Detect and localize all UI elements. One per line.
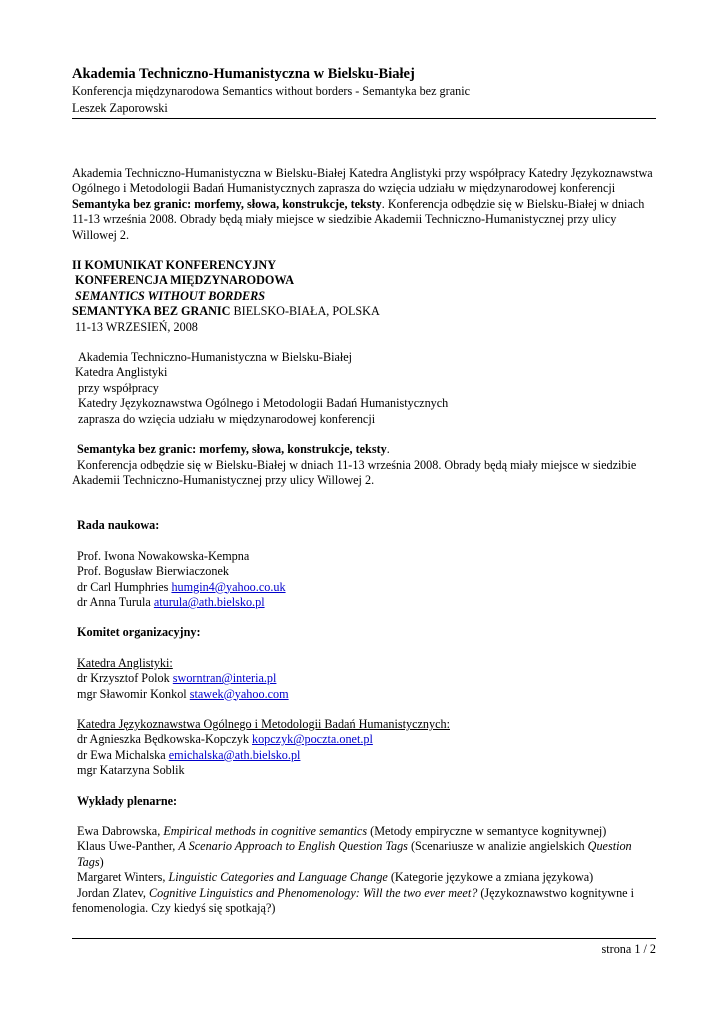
email-link[interactable]: sworntran@interia.pl [172,671,277,686]
committee-member: mgr Katarzyna Soblik [77,763,185,778]
council-heading: Rada naukowa: [77,518,160,533]
header-title: Akademia Techniczno-Humanistyczna w Bielsku-Białej [72,66,415,82]
committee-member-name: dr Ewa Michalska [77,747,169,762]
lecturer-name: Jordan Zlatev, [77,885,149,900]
lecture-title: Linguistic Categories and Language Change [168,870,388,885]
committee-member [77,687,656,702]
announcement-line-1: II KOMUNIKAT KONFERENCYJNY [72,258,277,273]
committee-dept-1: Katedra Anglistyki: [77,655,173,670]
plenary-lecture-2 [72,839,656,870]
lecture-translation: (Kategorie językowe a zmiana językowa) [387,870,594,885]
email-link[interactable]: humgin4@yahoo.co.uk [171,579,286,594]
committee-member [77,732,656,747]
council-member-4 [77,595,656,610]
email-link[interactable]: kopczyk@poczta.onet.pl [251,732,373,747]
conference-title-dot: . [386,442,390,457]
organizers-line-1: Akademia Techniczno-Humanistyczna w Bielsku-Białej [78,350,353,365]
lecture-title: Empirical methods in cognitive semantics [163,824,368,838]
plenary-block [72,794,656,917]
organizers-line-3: przy współpracy [78,380,159,395]
committee-block [72,625,656,778]
plenary-heading: Wykłady plenarne: [77,793,178,808]
header-subtitle: Konferencja międzynarodowa Semantics without borders - Semantyka bez granic [72,84,470,98]
announcement-line-3: SEMANTICS WITHOUT BORDERS [75,288,266,303]
intro-paragraph [72,166,656,243]
conference-title: Semantyka bez granic: morfemy, słowa, konstrukcje, teksty [77,442,387,457]
document-body [72,166,656,916]
lecture-translation: (Językoznawstwo kognitywne i fenomenologia. Czy kiedyś się spotkają?) [72,885,635,916]
page-number: strona 1 / 2 [601,942,656,956]
footer-rule [72,938,656,939]
conference-line-3: Akademii Techniczno-Humanistycznej przy ulicy Willowej 2. [72,472,375,487]
plenary-lecture-4 [72,886,656,917]
council-member-3 [77,580,656,595]
announcement-line-4-bold: SEMANTYKA BEZ GRANIC [72,304,231,319]
conference-block [72,442,656,488]
header-rule [72,118,656,119]
header-author: Leszek Zaporowski [72,101,168,115]
council-block [72,518,656,610]
plenary-lecture-1 [72,824,656,839]
lecture-translation: (Metody empiryczne w semantyce kognitywnej) [367,824,607,838]
organizers-line-5: zaprasza do wzięcia udziału w międzynarodowej konferencji [78,411,376,426]
council-member-4-name: dr Anna Turula [77,594,154,609]
lecturer-name: Margaret Winters, [77,870,169,885]
committee-heading: Komitet organizacyjny: [77,625,201,640]
lecture-translation-end: ) [99,854,104,869]
organizers-line-2: Katedra Anglistyki [75,365,168,380]
announcement-line-5: 11-13 WRZESIEŃ, 2008 [75,319,198,334]
organizers-line-4: Katedry Językoznawstwa Ogólnego i Metodologii Badań Humanistycznych [78,396,449,411]
lecturer-name: Ewa Dabrowska, [77,824,164,838]
council-member-2: Prof. Bogusław Bierwiaczonek [77,564,229,579]
email-link[interactable]: stawek@yahoo.com [189,686,289,701]
lecture-translation: (Scenariusze w analizie angielskich [407,839,588,854]
lecture-translation-italic: Question Tags [77,839,632,869]
email-link[interactable]: aturula@ath.bielsko.pl [153,594,265,609]
organizers-block [72,350,656,427]
committee-member [77,748,656,763]
announcement-block [72,258,656,335]
intro-conference-title: Semantyka bez granic: morfemy, słowa, konstrukcje, teksty [72,196,382,211]
committee-member-name: dr Agnieszka Będkowska-Kopczyk [77,732,252,747]
announcement-line-4-rest: BIELSKO-BIAŁA, POLSKA [230,304,380,319]
committee-member-name: mgr Sławomir Konkol [77,686,190,701]
lecture-title: A Scenario Approach to English Question Tags [178,839,408,854]
committee-member-name: dr Krzysztof Polok [77,671,173,686]
plenary-lecture-3 [72,870,656,885]
document-header [72,66,656,117]
council-member-3-name: dr Carl Humphries [77,579,172,594]
council-member-1: Prof. Iwona Nowakowska-Kempna [77,548,250,563]
intro-text-end: . Konferencja odbędzie się w Bielsku-Białej w dniach 11-13 września 2008. Obrady będą miały miejsce w siedzibie Akademii Techniczno-Humanistycznej przy ulicy Willowej 2. [72,196,645,242]
conference-line-2: Konferencja odbędzie się w Bielsku-Białej w dniach 11-13 września 2008. Obrady będą miały miejsce w siedzibie [77,457,637,472]
committee-member [77,671,656,686]
intro-text: Akademia Techniczno-Humanistyczna w Bielsku-Białej Katedra Anglistyki przy współpracy Katedry Językoznawstwa Ogólnego i Metodologii Badań Humanistycznych zaprasza do wzięcia udziału w międzynarodowej konferencji [72,166,653,196]
committee-dept-2: Katedra Językoznawstwa Ogólnego i Metodologii Badań Humanistycznych: [77,716,450,731]
announcement-line-2: KONFERENCJA MIĘDZYNARODOWA [75,273,295,288]
email-link[interactable]: emichalska@ath.bielsko.pl [168,747,301,762]
lecture-title: Cognitive Linguistics and Phenomenology: Will the two ever meet? [148,885,478,900]
lecturer-name: Klaus Uwe-Panther, [77,839,179,854]
